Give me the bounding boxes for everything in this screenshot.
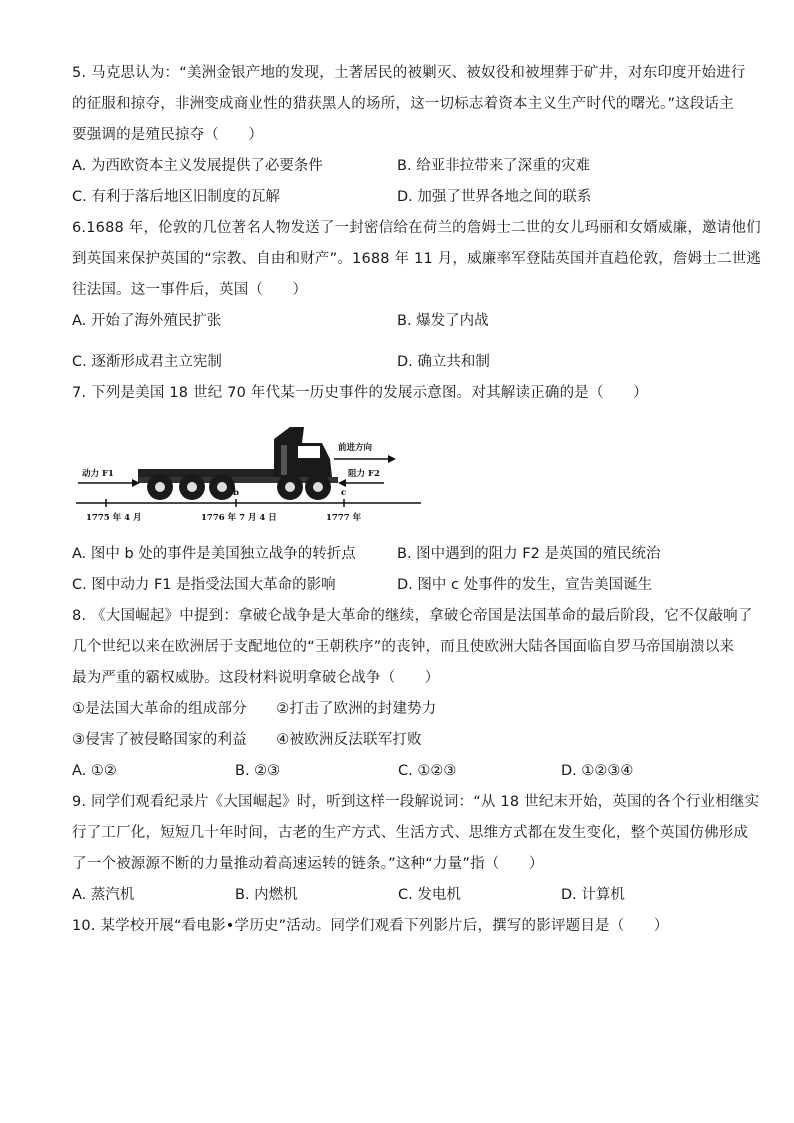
force-f2-label: 阻力 F2	[348, 469, 380, 479]
question-9-stem-line-2: 行了工厂化，短短几十年时间，古老的生产方式、生活方式、思维方式都在发生变化，整个英国仿佛形成	[72, 825, 749, 841]
truck-label: USA	[226, 457, 245, 467]
force-f2-arrowhead	[338, 479, 346, 487]
truck-window	[298, 446, 320, 458]
question-8-stem-line-3: 最为严重的霸权威胁。这段材料说明拿破仑战争（ ）	[72, 670, 440, 686]
question-8-statements-1: ①是法国大革命的组成部分 ②打击了欧洲的封建势力	[72, 701, 437, 717]
question-10	[72, 911, 722, 942]
question-7-options-row-1	[72, 539, 722, 570]
question-8-option-a[interactable]: A. ①②	[72, 763, 117, 779]
question-9	[72, 787, 760, 911]
truck-diagram	[76, 415, 722, 533]
question-9-option-c[interactable]: C. 发电机	[398, 887, 461, 903]
question-7-option-c[interactable]: C. 图中动力 F1 是指受法国大革命的影响	[72, 577, 336, 593]
question-8-option-c[interactable]: C. ①②③	[398, 763, 457, 779]
question-7-option-b[interactable]: B. 图中遇到的阻力 F2 是英国的殖民统治	[397, 546, 661, 562]
question-8-options	[72, 756, 722, 787]
question-6	[72, 213, 762, 378]
question-7-stem: 7. 下列是美国 18 世纪 70 年代某一历史事件的发展示意图。对其解读正确的是（ ）	[72, 385, 648, 401]
question-5-option-d[interactable]: D. 加强了世界各地之间的联系	[397, 189, 592, 205]
date-label-1: 1775 年 4 月	[86, 513, 142, 523]
question-7-option-d[interactable]: D. 图中 c 处事件的发生，宣告美国诞生	[397, 577, 653, 593]
question-7	[72, 378, 722, 601]
question-9-stem-line-1: 9. 同学们观看纪录片《大国崛起》时，听到这样一段解说词：“从 18 世纪末开始，英国的各个行业相继实	[72, 794, 760, 810]
question-6-options-row-1	[72, 306, 722, 337]
direction-arrowhead	[388, 455, 396, 463]
question-5	[72, 58, 746, 213]
date-label-3: 1777 年	[326, 513, 362, 523]
point-c-label: c	[341, 488, 347, 498]
question-6-stem-line-2: 到英国来保护英国的“宗教、自由和财产”。1688 年 11 月，威廉率军登陆英国并直趋伦敦，詹姆士二世逃	[72, 251, 762, 267]
question-7-options-row-2	[72, 570, 722, 601]
question-9-option-b[interactable]: B. 内燃机	[235, 887, 298, 903]
question-8-option-b[interactable]: B. ②③	[235, 763, 281, 779]
question-6-option-c[interactable]: C. 逐渐形成君主立宪制	[72, 354, 222, 370]
question-8-stem-line-1: 8. 《大国崛起》中提到：拿破仑战争是大革命的继续，拿破仑帝国是法国革命的最后阶段，它不仅敲响了	[72, 608, 753, 624]
question-5-options-row-2	[72, 182, 722, 213]
date-label-2: 1776 年 7 月 4 日	[201, 513, 277, 523]
question-8	[72, 601, 753, 787]
question-6-stem-line-1: 6.1688 年，伦敦的几位著名人物发送了一封密信给在荷兰的詹姆士二世的女儿玛丽和女婿威廉，邀请他们	[72, 220, 761, 236]
direction-label: 前进方向	[338, 443, 373, 453]
question-6-option-a[interactable]: A. 开始了海外殖民扩张	[72, 313, 222, 329]
question-5-stem-line-1: 5. 马克思认为：“美洲金银产地的发现，土著居民的被剿灭、被奴役和被埋葬于矿井，对东印度开始进行	[72, 65, 746, 81]
question-8-stem-line-2: 几个世纪以来在欧洲居于支配地位的“王朝秩序”的丧钟，而且使欧洲大陆各国面临自罗马帝国崩溃以来	[72, 639, 735, 655]
question-5-option-b[interactable]: B. 给亚非拉带来了深重的灾难	[397, 158, 591, 174]
question-6-option-b[interactable]: B. 爆发了内战	[397, 313, 489, 329]
question-6-stem-line-3: 往法国。这一事件后，英国（ ）	[72, 282, 308, 298]
question-9-stem-line-3: 了一个被源源不断的力量推动着高速运转的链条。”这种“力量”指（ ）	[72, 856, 544, 872]
question-10-stem: 10. 某学校开展“看电影•学历史”活动。同学们观看下列影片后，撰写的影评题目是（ ）	[72, 918, 669, 934]
question-6-option-d[interactable]: D. 确立共和制	[397, 354, 490, 370]
truck-exhaust	[281, 445, 287, 475]
question-9-options	[72, 880, 722, 911]
exam-page	[72, 58, 762, 942]
question-9-option-d[interactable]: D. 计算机	[561, 887, 625, 903]
question-8-option-d[interactable]: D. ①②③④	[561, 763, 634, 779]
question-8-statements-2: ③侵害了被侵略国家的利益 ④被欧洲反法联军打败	[72, 732, 422, 748]
question-6-options-row-2	[72, 347, 722, 378]
question-5-options-row-1	[72, 151, 722, 182]
question-5-option-a[interactable]: A. 为西欧资本主义发展提供了必要条件	[72, 158, 323, 174]
question-7-option-a[interactable]: A. 图中 b 处的事件是美国独立战争的转折点	[72, 546, 356, 562]
question-9-option-a[interactable]: A. 蒸汽机	[72, 887, 135, 903]
force-f1-label: 动力 F1	[82, 469, 114, 479]
point-b-label: b	[233, 488, 239, 498]
question-5-stem-line-2: 的征服和掠夺，非洲变成商业性的猎获黑人的场所，这一切标志着资本主义生产时代的曙光。”这段话主	[72, 96, 734, 112]
question-5-option-c[interactable]: C. 有利于落后地区旧制度的瓦解	[72, 189, 280, 205]
question-5-stem-line-3: 要强调的是殖民掠夺（ ）	[72, 127, 264, 143]
